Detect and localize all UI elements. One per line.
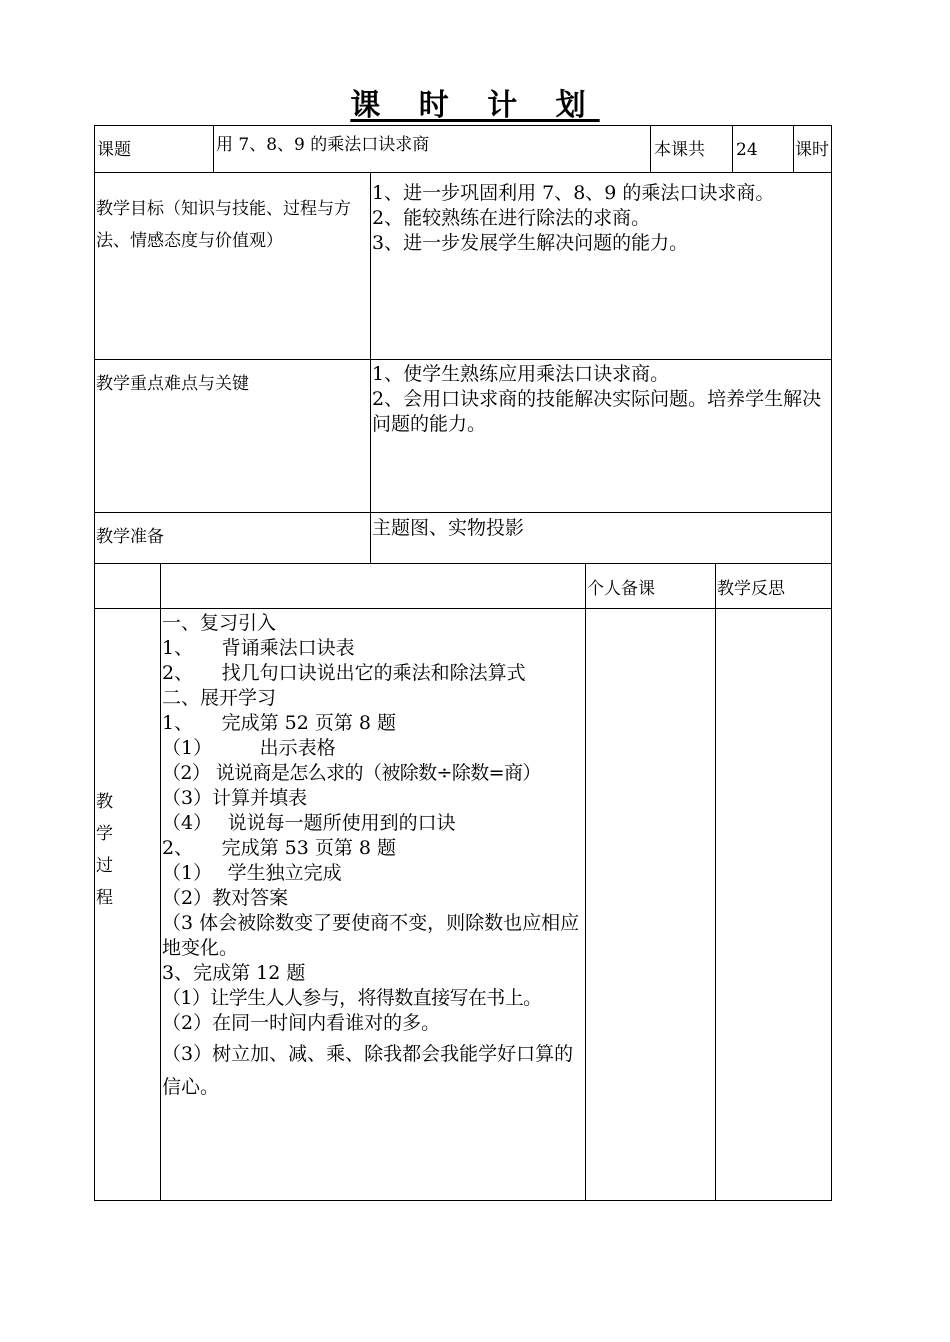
list-item: 2、 完成第 53 页第 8 题 <box>162 837 397 859</box>
list-item: （3 体会被除数变了要使商不变，则除数也应相应地变化。 <box>162 912 580 959</box>
column-divider <box>732 125 733 172</box>
list-item: （2）教对答案 <box>162 887 289 909</box>
column-divider <box>370 172 371 563</box>
page-title: 课 时 计 划 <box>350 88 600 123</box>
key-points-label: 教学重点难点与关键 <box>96 374 249 394</box>
list-item: （1） 出示表格 <box>162 737 336 759</box>
list-item: 1、使学生熟练应用乘法口诀求商。 <box>372 363 670 385</box>
list-item: （4） 说说每一题所使用到的口诀 <box>162 812 456 834</box>
list-item: 3、完成第 12 题 <box>162 962 306 984</box>
goals-list <box>372 181 774 256</box>
table-border-left <box>94 125 95 1201</box>
unit-label: 课时 <box>795 140 829 160</box>
row-divider <box>94 359 832 360</box>
column-divider <box>650 125 651 172</box>
process-content <box>162 611 585 1104</box>
table-border-right <box>831 125 832 1201</box>
list-item: （3）树立加、减、乘、除我都会我能学好口算的信心。 <box>162 1043 574 1098</box>
table-border-top <box>94 125 832 126</box>
list-item: 3、进一步发展学生解决问题的能力。 <box>372 232 689 254</box>
list-item: 2、能较熟练在进行除法的求商。 <box>372 207 651 229</box>
list-item: （1）让学生人人参与，将得数直接写在书上。 <box>162 987 542 1009</box>
row-divider <box>94 172 832 173</box>
list-item: 1、进一步巩固利用 7、8、9 的乘法口诀求商。 <box>372 182 775 204</box>
column-divider <box>213 125 214 172</box>
row-divider <box>94 512 832 513</box>
column-divider <box>160 563 161 1201</box>
column-divider <box>585 563 586 1201</box>
row-divider <box>94 608 832 609</box>
process-label: 教 学 过 程 <box>96 792 113 908</box>
key-points-list <box>372 362 832 437</box>
list-item: 1、 完成第 52 页第 8 题 <box>162 712 397 734</box>
list-item: 1、 背诵乘法口诀表 <box>162 637 355 659</box>
list-item: （2） 说说商是怎么求的（被除数÷除数=商） <box>162 762 541 784</box>
topic-value: 用 7、8、9 的乘法口诀求商 <box>216 135 430 155</box>
list-item: （1） 学生独立完成 <box>162 862 342 884</box>
preparation-label: 教学准备 <box>96 527 164 547</box>
list-item: （2）在同一时间内看谁对的多。 <box>162 1012 441 1034</box>
list-item: 2、会用口诀求商的技能解决实际问题。培养学生解决问题的能力。 <box>372 388 822 435</box>
reflection-header: 教学反思 <box>717 579 785 599</box>
column-divider <box>715 563 716 1201</box>
personal-prep-header: 个人备课 <box>587 579 655 599</box>
preparation-content: 主题图、实物投影 <box>372 517 525 539</box>
table-border-bottom <box>94 1200 832 1201</box>
topic-label: 课题 <box>97 140 131 160</box>
total-label: 本课共 <box>654 140 705 160</box>
total-value: 24 <box>736 140 758 160</box>
list-item: 一、复习引入 <box>162 612 277 634</box>
goals-label: 教学目标（知识与技能、过程与方法、情感态度与价值观） <box>96 199 351 251</box>
list-item: 2、 找几句口诀说出它的乘法和除法算式 <box>162 662 526 684</box>
column-divider <box>793 125 794 172</box>
list-item: 二、展开学习 <box>162 687 277 709</box>
row-divider <box>94 563 832 564</box>
list-item: （3）计算并填表 <box>162 787 308 809</box>
